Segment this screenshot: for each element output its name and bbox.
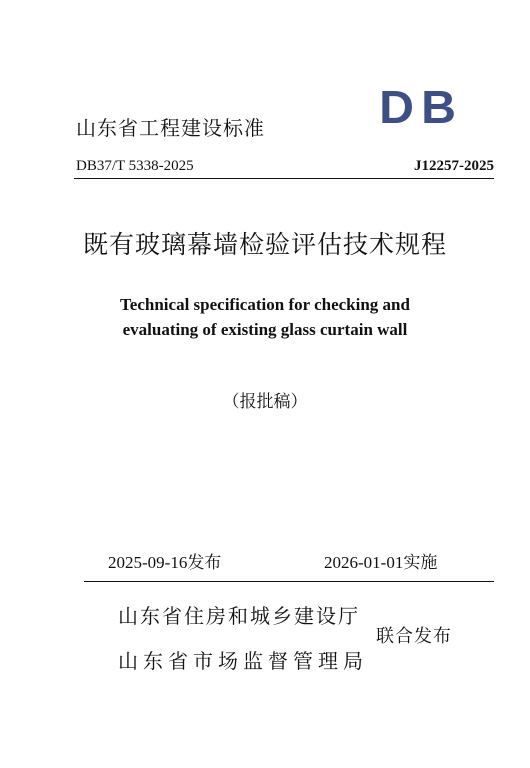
issuer-market-regulation: 山东省市场监督管理局 bbox=[118, 649, 368, 673]
issuer-housing-department: 山东省住房和城乡建设厅 bbox=[118, 604, 360, 628]
series-title: 山东省工程建设标准 bbox=[76, 116, 265, 140]
title-english-line-2: evaluating of existing glass curtain wall bbox=[122, 320, 408, 339]
header-divider bbox=[74, 178, 494, 179]
db-logo bbox=[379, 81, 466, 133]
implementation-date: 2026-01-01实施 bbox=[324, 553, 438, 572]
title-chinese: 既有玻璃幕墙检验评估技术规程 bbox=[82, 230, 447, 259]
db-logo-letter-d: D bbox=[379, 81, 415, 133]
joint-issue-label: 联合发布 bbox=[376, 626, 452, 647]
issue-date: 2025-09-16发布 bbox=[108, 553, 222, 572]
standard-number: DB37/T 5338-2025 bbox=[76, 158, 194, 174]
title-english bbox=[0, 292, 530, 342]
db-logo-letter-b: B bbox=[421, 81, 457, 133]
catalog-number: J12257-2025 bbox=[414, 158, 494, 174]
draft-status: （报批稿） bbox=[222, 392, 308, 412]
footer-divider bbox=[84, 581, 494, 582]
title-english-line-1: Technical specification for checking and bbox=[120, 295, 410, 314]
